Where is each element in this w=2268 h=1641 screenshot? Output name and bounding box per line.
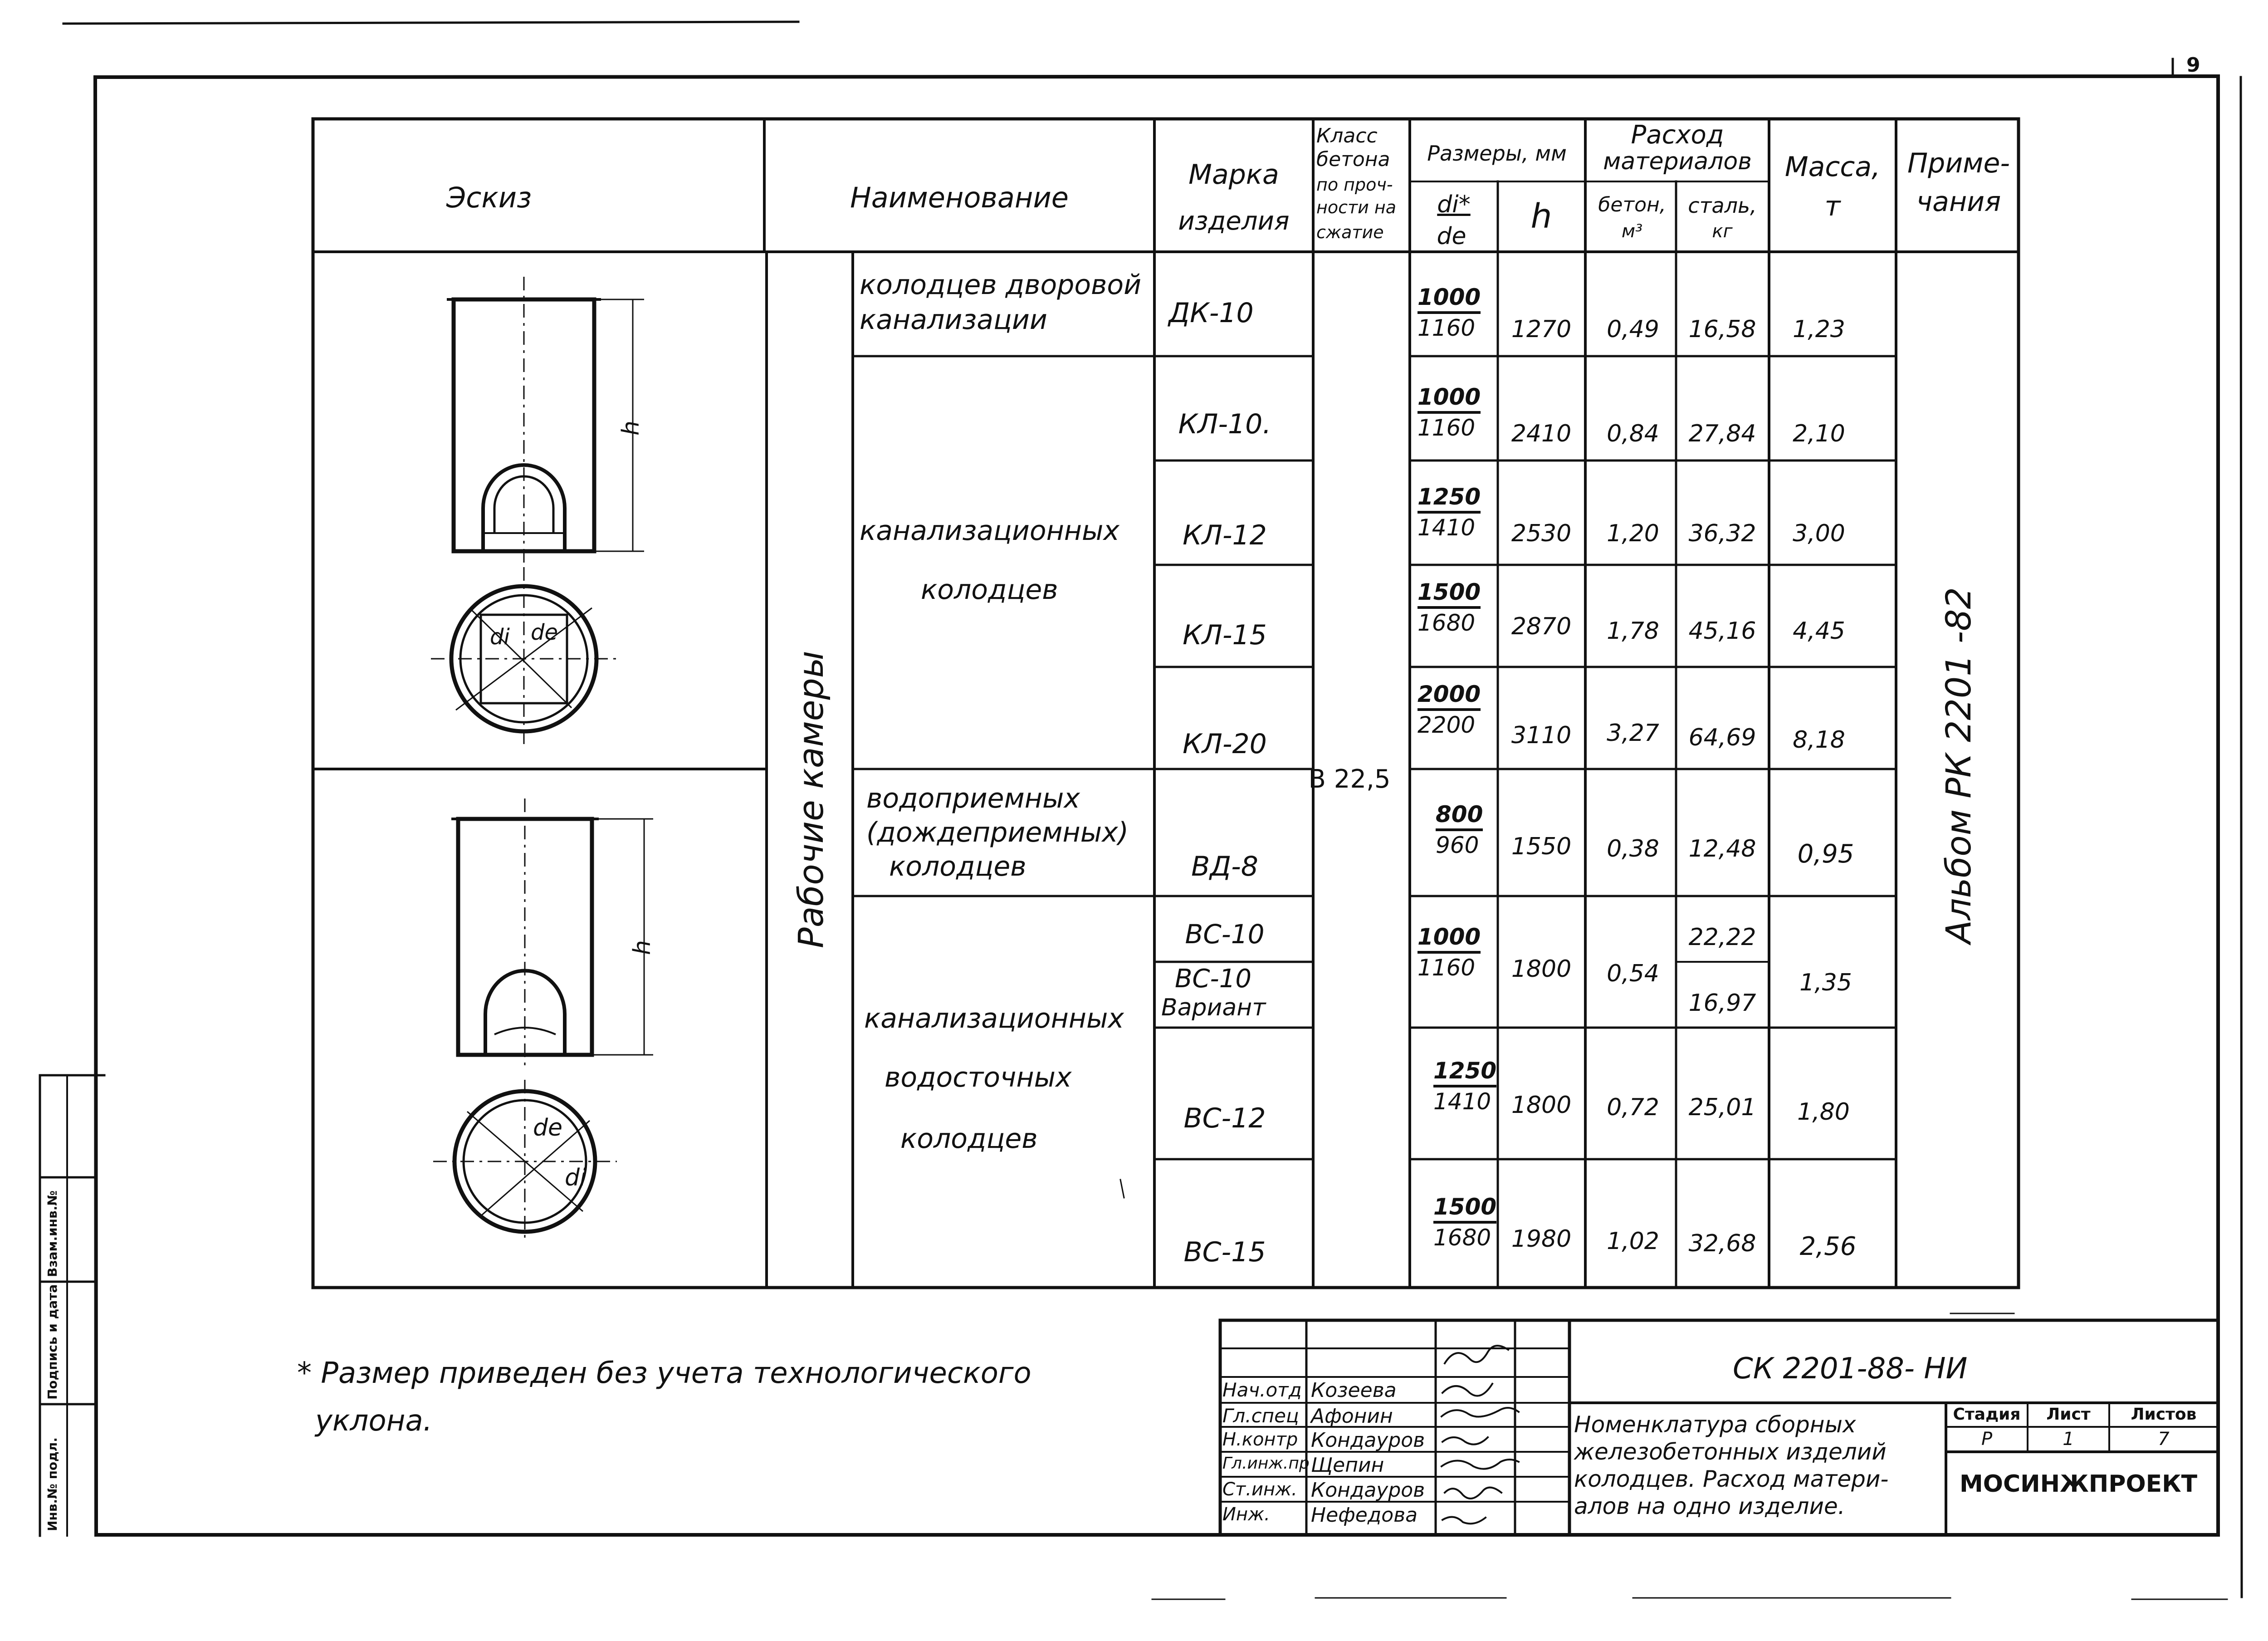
role-3: Н.контр (1222, 1429, 1298, 1450)
sheet-value: 1 (2063, 1429, 2074, 1450)
header-concrete-1: бетон, (1598, 193, 1666, 216)
header-name: Наименование (850, 181, 1069, 214)
sheets-value: 7 (2158, 1429, 2170, 1450)
concrete-kl-10: 0,84 (1607, 420, 1659, 447)
sheets-label: Листов (2131, 1405, 2197, 1424)
header-notes-2: чания (1916, 186, 2001, 218)
mark-vs-10-variant-label: Вариант (1161, 994, 1266, 1021)
sketch-chamber-elevation-1 (431, 277, 644, 744)
header-class-5: сжатие (1316, 222, 1384, 242)
notes-album-reference: Альбом РК 2201 -82 (1938, 587, 1979, 944)
name-vd-1: водоприемных (866, 783, 1080, 814)
steel-dk-10: 16,58 (1688, 316, 1756, 343)
name-vs-1: канализационных (864, 1003, 1124, 1034)
mass-kl-12: 3,00 (1793, 520, 1845, 547)
role-2: Гл.спец (1222, 1405, 1299, 1427)
concrete-vs-12: 0,72 (1607, 1094, 1659, 1121)
header-mass-2: т (1824, 191, 1841, 222)
mark-kl-20: КЛ-20 (1183, 728, 1267, 760)
mass-kl-15: 4,45 (1793, 617, 1845, 645)
name-vs-3: колодцев (900, 1123, 1038, 1155)
mark-vs-12: ВС-12 (1183, 1102, 1266, 1134)
concrete-kl-20: 3,27 (1607, 720, 1659, 747)
name-dk-2: канализации (860, 304, 1047, 336)
sketch1-di-label: di (490, 624, 510, 650)
h-dk-10: 1270 (1511, 316, 1572, 343)
organization: МОСИНЖПРОЕКТ (1960, 1470, 2198, 1498)
concrete-vs-10: 0,54 (1607, 960, 1659, 987)
di-de-kl-12: $\frac{1250}{1410}$ (1418, 484, 1481, 541)
sheet-label: Лист (2046, 1405, 2091, 1424)
steel-kl-10: 27,84 (1688, 420, 1756, 447)
steel-vs-12: 25,01 (1688, 1094, 1756, 1121)
h-kl-20: 3110 (1511, 722, 1572, 749)
header-notes-1: Приме- (1907, 147, 2010, 179)
header-class-4: ности на (1316, 197, 1397, 217)
steel-vs-10-variant: 16,97 (1688, 989, 1756, 1017)
group-label-working-chambers: Рабочие камеры (791, 651, 831, 948)
person-6: Нефедова (1311, 1504, 1418, 1527)
document-code: СК 2201-88- НИ (1733, 1352, 1968, 1386)
name-kl-2: колодцев (921, 574, 1058, 606)
di-de-vs-10: $\frac{1000}{1160}$ (1418, 924, 1481, 981)
header-di: di* (1437, 191, 1471, 218)
di-de-vd-8: $\frac{800}{960}$ (1436, 801, 1483, 858)
mark-vs-10: ВС-10 (1185, 919, 1265, 950)
stage-label: Стадия (1953, 1405, 2021, 1424)
sketch2-di-label: di (565, 1164, 587, 1191)
steel-vs-10: 22,22 (1688, 924, 1756, 951)
steel-vd-8: 12,48 (1688, 835, 1756, 862)
description-4: алов на одно изделие. (1574, 1493, 1845, 1519)
di-de-vs-15: $\frac{1500}{1680}$ (1433, 1194, 1497, 1251)
name-vd-2: (дождеприемных) (866, 817, 1129, 848)
di-de-kl-15: $\frac{1500}{1680}$ (1418, 579, 1481, 636)
stage-value: Р (1981, 1429, 1993, 1450)
footnote-line-1: * Размер приведен без учета технологического (297, 1357, 1031, 1390)
mass-kl-20: 8,18 (1793, 726, 1845, 754)
di-de-kl-10: $\frac{1000}{1160}$ (1418, 384, 1481, 441)
role-4: Гл.инж.пр (1222, 1454, 1310, 1473)
concrete-vd-8: 0,38 (1607, 835, 1659, 862)
sketch2-de-label: de (533, 1114, 562, 1141)
header-steel-2: кг (1712, 221, 1733, 242)
person-1: Козеева (1311, 1379, 1397, 1402)
mark-kl-12: КЛ-12 (1183, 519, 1267, 551)
header-consumption-2: материалов (1603, 148, 1752, 175)
mass-vd-8: 0,95 (1797, 839, 1854, 869)
di-de-kl-20: $\frac{2000}{2200}$ (1418, 681, 1481, 738)
concrete-vs-15: 1,02 (1607, 1228, 1659, 1255)
h-vs-15: 1980 (1511, 1225, 1572, 1253)
concrete-kl-12: 1,20 (1607, 520, 1659, 547)
header-h: h (1530, 197, 1552, 236)
header-steel-1: сталь, (1688, 193, 1757, 218)
mass-kl-10: 2,10 (1793, 420, 1845, 447)
h-kl-15: 2870 (1511, 613, 1572, 640)
stamp-inv-no: Инв.№ подл. (45, 1437, 60, 1531)
header-class-3: по проч- (1316, 175, 1393, 195)
person-5: Кондауров (1311, 1479, 1425, 1502)
stamp-replace-inv-no: Взам.инв.№ (45, 1190, 60, 1277)
name-kl-1: канализационных (860, 515, 1119, 547)
h-vd-8: 1550 (1511, 833, 1572, 860)
role-1: Нач.отд (1222, 1379, 1302, 1401)
h-vs-10: 1800 (1511, 955, 1572, 983)
description-3: колодцев. Расход матери- (1574, 1466, 1889, 1492)
role-6: Инж. (1222, 1504, 1270, 1525)
h-kl-10: 2410 (1511, 420, 1572, 447)
mass-vs-15: 2,56 (1799, 1232, 1857, 1261)
steel-vs-15: 32,68 (1688, 1230, 1756, 1257)
description-2: железобетонных изделий (1574, 1439, 1887, 1465)
di-de-vs-12: $\frac{1250}{1410}$ (1433, 1058, 1497, 1115)
mark-vs-10-variant: ВС-10 (1175, 964, 1251, 994)
person-3: Кондауров (1311, 1429, 1425, 1452)
sketch2-h-label: h (629, 940, 656, 955)
header-mark-1: Марка (1188, 159, 1279, 191)
name-vd-3: колодцев (889, 851, 1026, 882)
role-5: Ст.инж. (1222, 1479, 1297, 1500)
di-de-dk-10: $\frac{1000}{1160}$ (1418, 284, 1481, 341)
steel-kl-12: 36,32 (1688, 520, 1756, 547)
header-concrete-2: м³ (1621, 221, 1643, 242)
sketch1-de-label: de (531, 620, 558, 645)
sheet-number: 9 (2186, 54, 2200, 77)
person-2: Афонин (1311, 1405, 1393, 1428)
mass-vs-12: 1,80 (1797, 1098, 1850, 1126)
header-class-1: Класс (1316, 124, 1378, 147)
mass-dk-10: 1,23 (1793, 316, 1845, 343)
sketch-chamber-elevation-2 (433, 798, 656, 1243)
header-mark-2: изделия (1178, 206, 1290, 236)
person-4: Щепин (1311, 1454, 1384, 1477)
footnote-line-2: уклона. (315, 1404, 432, 1438)
description-1: Номенклатура сборных (1574, 1411, 1856, 1438)
h-vs-12: 1800 (1511, 1092, 1572, 1119)
mark-dk-10: ДК-10 (1168, 297, 1254, 329)
mark-vd-8: ВД-8 (1191, 851, 1258, 882)
steel-kl-15: 45,16 (1688, 617, 1756, 645)
header-de: de (1437, 223, 1466, 250)
header-consumption-1: Расход (1631, 120, 1724, 150)
name-dk-1: колодцев дворовой (860, 269, 1142, 301)
mark-vs-15: ВС-15 (1183, 1236, 1266, 1268)
mark-kl-10: КЛ-10. (1178, 408, 1271, 440)
h-kl-12: 2530 (1511, 520, 1572, 547)
header-class-2: бетона (1316, 148, 1390, 171)
mark-kl-15: КЛ-15 (1183, 619, 1267, 651)
header-mass-1: Масса, (1784, 151, 1881, 183)
steel-kl-20: 64,69 (1688, 724, 1756, 751)
concrete-kl-15: 1,78 (1607, 617, 1659, 645)
concrete-class-value: В 22,5 (1308, 764, 1391, 794)
concrete-dk-10: 0,49 (1607, 316, 1659, 343)
header-dimensions: Размеры, мм (1427, 141, 1567, 166)
header-sketch: Эскиз (446, 181, 532, 214)
sketch1-h-label: h (617, 421, 645, 436)
stamp-signature-date: Подпись и дата (45, 1284, 60, 1400)
mass-vs-10: 1,35 (1799, 969, 1852, 996)
name-vs-2: водосточных (885, 1062, 1072, 1093)
